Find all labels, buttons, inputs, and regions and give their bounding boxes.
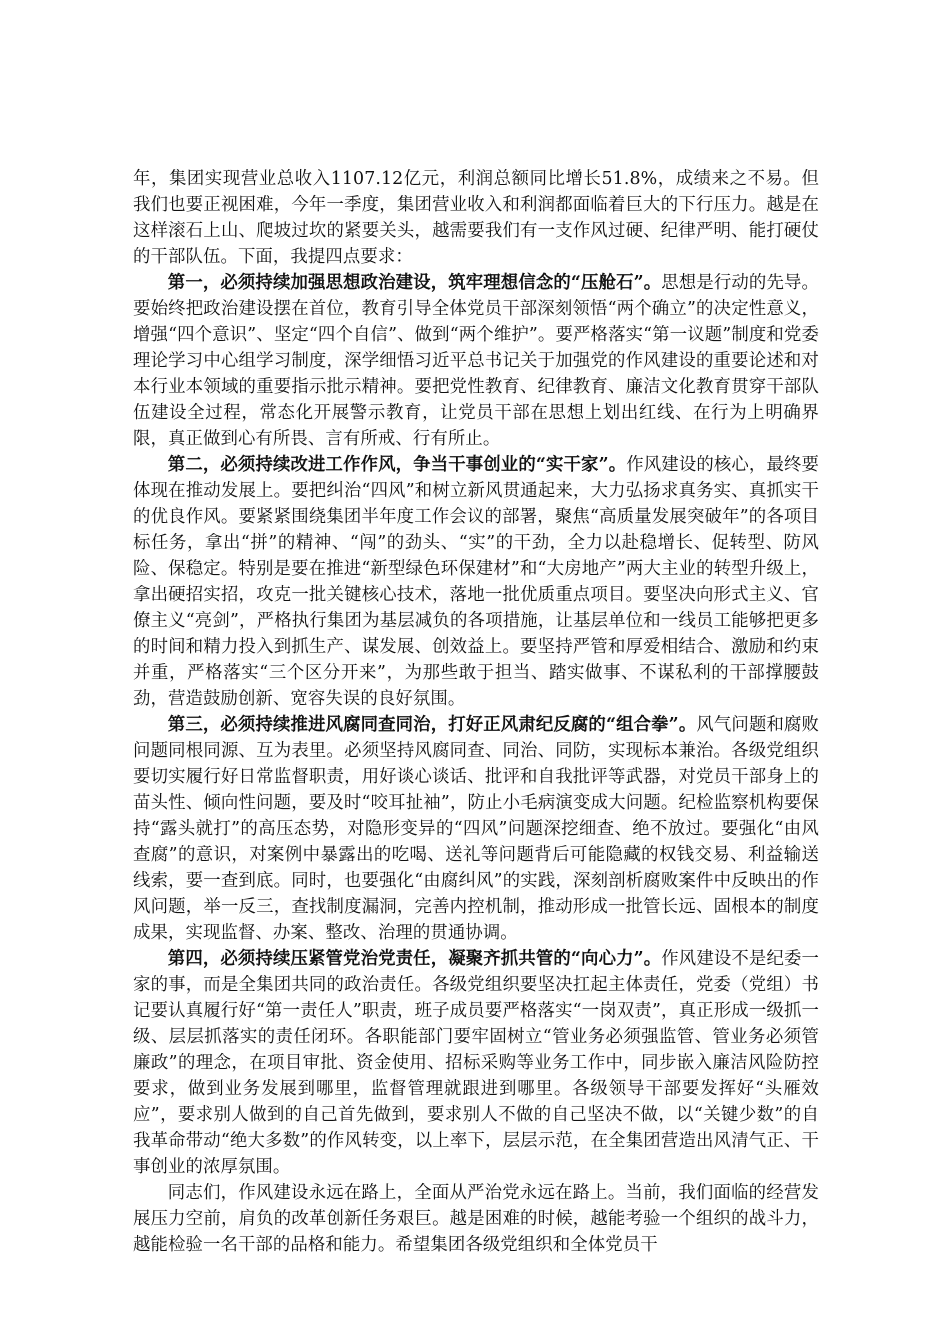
paragraph-heading: 第二，必须持续改进工作作风，争当干事创业的“实干家”。 [167,455,627,475]
paragraph-text: 年，集团实现营业总收入1107.12亿元，利润总额同比增长51.8%，成绩来之不易。但我们也要正视困难，今年一季度，集团营业收入和利润都面临着巨大的下行压力。越是在这样滚石上山、爬坡过坎的紧要关头，越需要我们有一支作风过硬、纪律严明、能打硬仗的干部队伍。下面，我提四点要求： [133,169,819,267]
paragraph-point-1 [133,270,819,452]
paragraph-point-2 [133,452,819,712]
paragraph-text: 风气问题和腐败问题同根同源、互为表里。必须坚持风腐同查、同治、同防，实现标本兼治。各级党组织要切实履行好日常监督职责，用好谈心谈话、批评和自我批评等武器，对党员干部身上的苗头性、倾向性问题，要及时“咬耳扯袖”，防止小毛病演变成大问题。纪检监察机构要保持“露头就打”的高压态势，对隐形变异的“四风”问题深挖细查、绝不放过。要强化“由风查腐”的意识，对案例中暴露出的吃喝、送礼等问题背后可能隐藏的权钱交易、利益输送线索，要一查到底。同时，也要强化“由腐纠风”的实践，深刻剖析腐败案件中反映出的作风问题，举一反三，查找制度漏洞，完善内控机制，推动形成一批管长远、固根本的制度成果，实现监督、办案、整改、治理的贯通协调。 [133,715,820,943]
paragraph-text: 作风建设的核心，最终要体现在推动发展上。要把纠治“四风”和树立新风贯通起来，大力弘扬求真务实、真抓实干的优良作风。要紧紧围绕集团半年度工作会议的部署，聚焦“高质量发展突破年”的各项目标任务，拿出“拼”的精神、“闯”的劲头、“实”的干劲，全力以赴稳增长、促转型、防风险、保稳定。特别是要在推进“新型绿色环保建材”和“大房地产”两大主业的转型升级上，拿出硬招实招，攻克一批关键核心技术，落地一批优质重点项目。要坚决向形式主义、官僚主义“亮剑”，严格执行集团为基层减负的各项措施，让基层单位和一线员工能够把更多的时间和精力投入到抓生产、谋发展、创效益上。要坚持严管和厚爱相结合、激励和约束并重，严格落实“三个区分开来”，为那些敢于担当、踏实做事、不谋私利的干部撑腰鼓劲，营造鼓励创新、宽容失误的良好氛围。 [133,455,819,709]
paragraph-heading: 第一，必须持续加强思想政治建设，筑牢理想信念的“压舱石”。 [167,273,662,293]
paragraph-point-4 [133,946,819,1180]
paragraph-text: 思想是行动的先导。要始终把政治建设摆在首位，教育引导全体党员干部深刻领悟“两个确立”的决定性意义，增强“四个意识”、坚定“四个自信”、做到“两个维护”。要严格落实“第一议题”制度和党委理论学习中心组学习制度，深学细悟习近平总书记关于加强党的作风建设的重要论述和对本行业本领域的重要指示批示精神。要把党性教育、纪律教育、廉洁文化教育贯穿干部队伍建设全过程，常态化开展警示教育，让党员干部在思想上划出红线、在行为上明确界限，真正做到心有所畏、言有所戒、行有所止。 [133,273,819,449]
paragraph-point-3 [133,712,819,946]
paragraph-closing [133,1180,819,1258]
paragraph-heading: 第四，必须持续压紧管党治党责任，凝聚齐抓共管的“向心力”。 [167,949,662,969]
paragraph-intro [133,166,819,270]
paragraph-text: 作风建设不是纪委一家的事，而是全集团共同的政治责任。各级党组织要坚决扛起主体责任，党委（党组）书记要认真履行好“第一责任人”职责，班子成员要严格落实“一岗双责”，真正形成一级抓一级、层层抓落实的责任闭环。各职能部门要牢固树立“管业务必须强监管、管业务必须管廉政”的理念，在项目审批、资金使用、招标采购等业务工作中，同步嵌入廉洁风险防控要求，做到业务发展到哪里，监督管理就跟进到哪里。各级领导干部要发挥好“头雁效应”，要求别人做到的自己首先做到，要求别人不做的自己坚决不做，以“关键少数”的自我革命带动“绝大多数”的作风转变，以上率下，层层示范，在全集团营造出风清气正、干事创业的浓厚氛围。 [133,949,819,1177]
paragraph-text: 同志们，作风建设永远在路上，全面从严治党永远在路上。当前，我们面临的经营发展压力空前，肩负的改革创新任务艰巨。越是困难的时候，越能考验一个组织的战斗力，越能检验一名干部的品格和能力。希望集团各级党组织和全体党员干 [133,1183,819,1255]
paragraph-heading: 第三，必须持续推进风腐同查同治，打好正风肃纪反腐的“组合拳”。 [167,715,697,735]
document-page [133,166,819,1258]
